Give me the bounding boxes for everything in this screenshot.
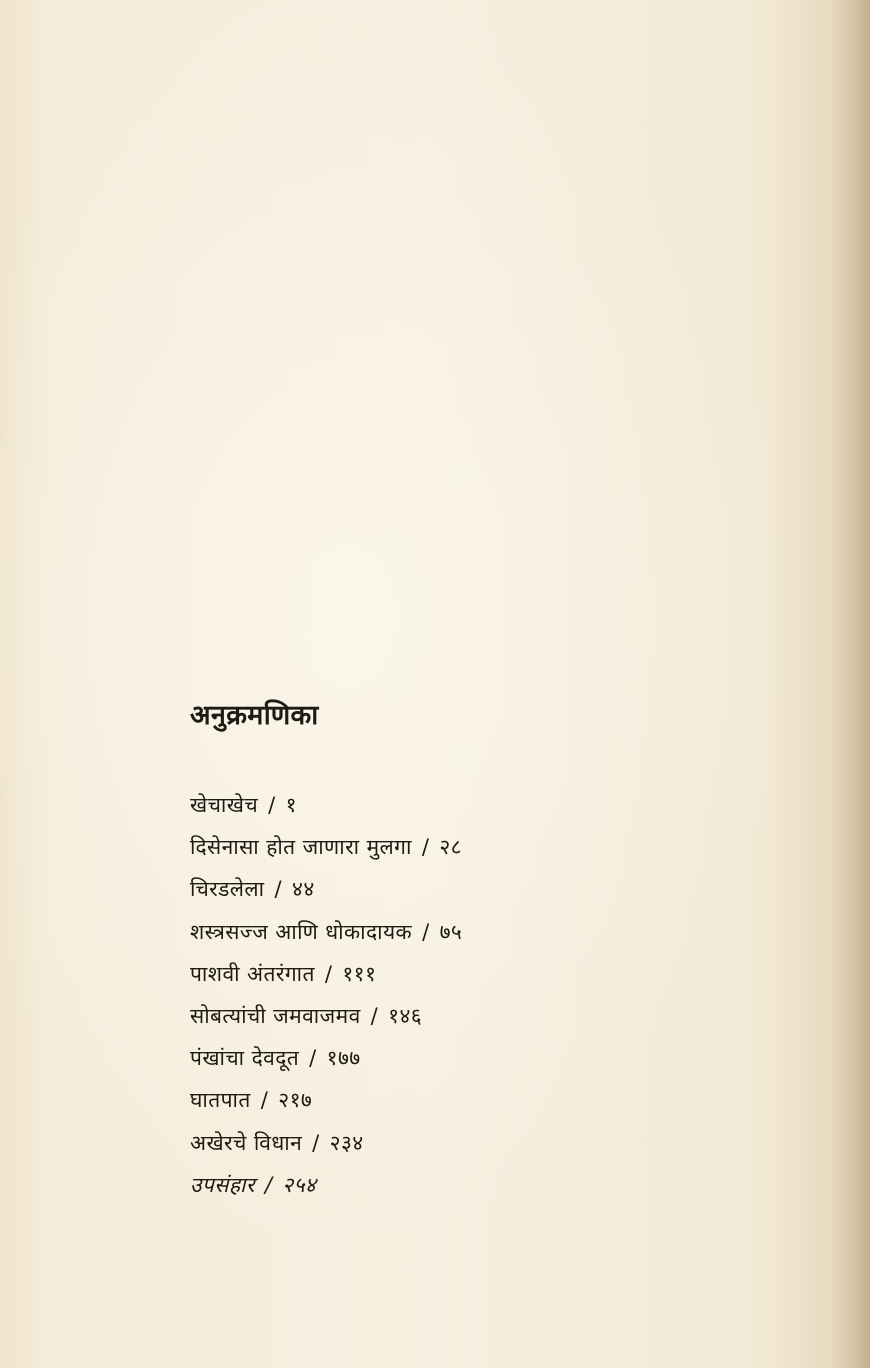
toc-entry-page: २८ xyxy=(439,835,462,860)
toc-separator: / xyxy=(264,1172,273,1197)
toc-separator: / xyxy=(309,1046,317,1071)
toc-entry-page: २३४ xyxy=(329,1130,364,1155)
toc-entry-title: शस्त्रसज्ज आणि धोकादायक xyxy=(190,919,413,944)
toc-separator: / xyxy=(324,961,333,986)
toc-entry-page: १११ xyxy=(342,961,377,986)
toc-separator: / xyxy=(370,1004,379,1029)
toc-entry-page: २५४ xyxy=(282,1172,317,1197)
toc-entry-title: घातपात xyxy=(190,1088,251,1113)
toc-separator: / xyxy=(421,835,430,860)
toc-entry-page: ४४ xyxy=(292,877,315,902)
toc-entry-title: चिरडलेला xyxy=(190,877,265,902)
toc-separator: / xyxy=(260,1088,269,1113)
toc-entry-title: उपसंहार xyxy=(190,1172,255,1197)
toc-separator: / xyxy=(422,919,430,944)
toc-entry-title: अखेरचे विधान xyxy=(190,1130,303,1155)
toc-entry-page: ७५ xyxy=(439,919,463,944)
toc-entry xyxy=(190,826,790,868)
toc-entry-page: १ xyxy=(285,793,297,817)
toc-entry xyxy=(190,1037,790,1079)
toc-separator: / xyxy=(268,793,276,817)
toc-entry-title: पाशवी अंतरंगात xyxy=(190,961,315,986)
toc-entry xyxy=(190,1079,790,1121)
toc-entry xyxy=(190,953,790,995)
toc-entry-title: दिसेनासा होत जाणारा मुलगा xyxy=(190,835,412,860)
table-of-contents xyxy=(190,696,790,1206)
toc-entry xyxy=(190,1122,790,1164)
toc-entry xyxy=(190,995,790,1037)
toc-entry-page: २१७ xyxy=(278,1088,313,1113)
page-edge-shadow xyxy=(830,0,870,1368)
toc-heading: अनुक्रमणिका xyxy=(190,700,319,731)
toc-entry xyxy=(190,911,790,953)
toc-separator: / xyxy=(312,1130,320,1155)
toc-entry-title: खेचाखेच xyxy=(190,793,259,817)
toc-separator: / xyxy=(274,877,282,902)
toc-entry-epilogue xyxy=(190,1164,790,1206)
toc-entry-title: सोबत्यांची जमवाजमव xyxy=(190,1004,361,1029)
toc-entry-title: पंखांचा देवदूत xyxy=(190,1046,300,1071)
toc-entry xyxy=(190,868,790,910)
toc-list xyxy=(190,784,790,1206)
toc-entry-page: १४६ xyxy=(388,1004,423,1029)
toc-entry-page: १७७ xyxy=(326,1046,361,1071)
toc-entry xyxy=(190,784,790,826)
